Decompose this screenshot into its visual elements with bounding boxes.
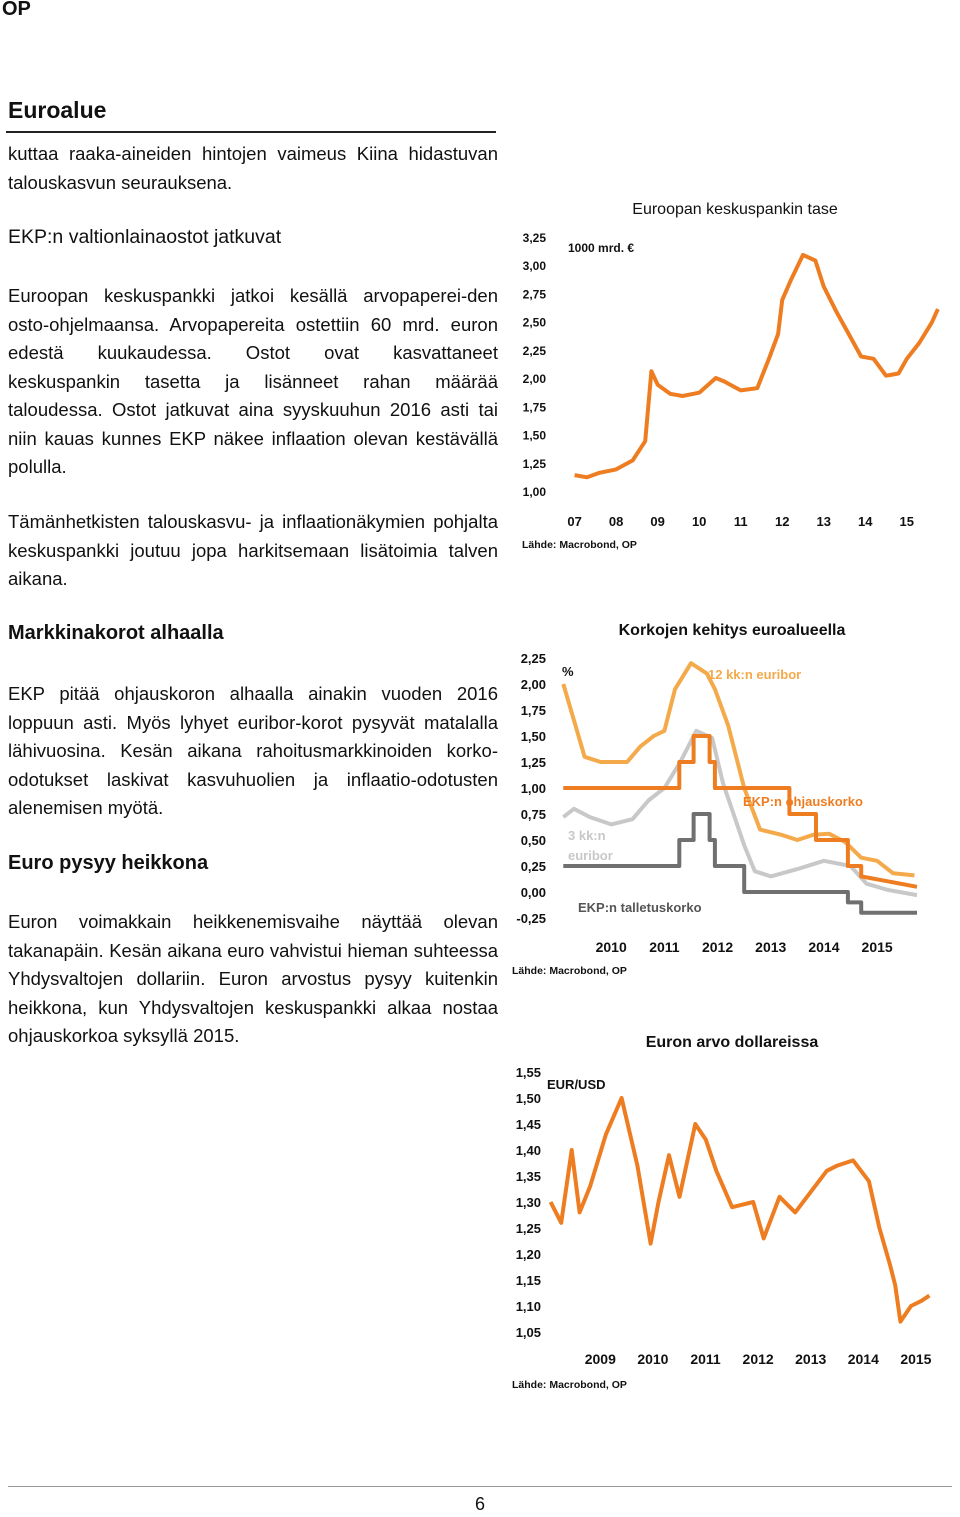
x-tick-label: 10 xyxy=(691,514,707,529)
legend-label-12m-euribor: 12 kk:n euribor xyxy=(708,667,802,682)
y-tick-label: 2,25 xyxy=(520,651,546,666)
y-tick-label: 1,10 xyxy=(515,1299,541,1314)
x-tick-label: 2010 xyxy=(595,939,627,955)
chart-title: Euron arvo dollareissa xyxy=(645,1034,819,1051)
x-tick-label: 2009 xyxy=(584,1351,616,1367)
x-tick-label: 2011 xyxy=(690,1351,721,1367)
series-line-0 xyxy=(563,663,914,875)
x-tick-label: 2014 xyxy=(808,939,840,955)
x-tick-label: 08 xyxy=(608,514,624,529)
x-tick-label: 11 xyxy=(733,514,748,529)
heading-ekp-purchases: EKP:n valtionlainaostot jatkuvat xyxy=(8,226,282,248)
paragraph-market-rates: EKP pitää ohjauskoron alhaalla ainakin vuoden 2016 loppuun asti. Myös lyhyet euribor-korot pysyvät matalalla lähivuosina. Kesän aikana rahoitusmarkkinoiden korko-odotukset laskivat kasvuhuolien ja inflaatio-odotusten alenemisen myötä. xyxy=(8,683,498,818)
x-tick-label: 12 xyxy=(774,514,790,529)
x-tick-label: 07 xyxy=(567,514,582,529)
paragraph-ekp-purchases: Euroopan keskuspankki jatkoi kesällä arvopaperei-den osto-ohjelmaansa. Arvopapereita ostettiin 60 mrd. euron edestä kuukaudessa. Ostot ovat kasvattaneet keskuspankin tasetta ja lisänneet rahan määrää taloudessa. Ostot jatkuvat aina syyskuuhun 2016 asti tai niin kauas kunnes EKP näkee inflaation olevan kestävällä polulla. xyxy=(8,285,498,477)
x-tick-label: 2012 xyxy=(742,1351,774,1367)
heading-market-rates: Markkinakorot alhaalla xyxy=(8,622,224,644)
chart-eur-usd xyxy=(500,1025,950,1400)
unit-label: 1000 mrd. € xyxy=(568,241,635,255)
y-tick-label: 2,50 xyxy=(522,315,546,330)
y-tick-label: 1,00 xyxy=(520,781,546,796)
source-note: Lähde: Macrobond, OP xyxy=(522,539,637,551)
y-tick-label: 0,50 xyxy=(520,833,546,848)
y-tick-label: 3,00 xyxy=(522,259,546,274)
series-line-2 xyxy=(563,731,917,895)
y-tick-label: 1,00 xyxy=(522,485,546,499)
y-tick-label: 1,40 xyxy=(515,1143,541,1158)
unit-label: EUR/USD xyxy=(547,1077,606,1092)
y-tick-label: 1,75 xyxy=(522,400,546,415)
section-title: Euroalue xyxy=(8,97,107,123)
chart-interest-rates xyxy=(500,610,950,990)
y-tick-label: 1,45 xyxy=(515,1117,541,1132)
y-tick-label: 3,25 xyxy=(522,231,546,245)
x-tick-label: 2015 xyxy=(900,1351,932,1367)
x-tick-label: 13 xyxy=(816,514,831,529)
brand-logo: OP xyxy=(2,0,31,20)
x-tick-label: 2013 xyxy=(795,1351,827,1367)
y-tick-label: 2,00 xyxy=(520,677,546,692)
source-note: Lähde: Macrobond, OP xyxy=(512,965,627,977)
x-tick-label: 2015 xyxy=(861,939,893,955)
x-tick-label: 2010 xyxy=(637,1351,669,1367)
x-tick-label: 15 xyxy=(899,514,915,529)
y-tick-label: 0,25 xyxy=(520,859,546,874)
unit-label: % xyxy=(562,664,574,679)
y-tick-label: 2,25 xyxy=(522,343,546,358)
x-tick-label: 2014 xyxy=(847,1351,879,1367)
y-tick-label: 1,15 xyxy=(515,1273,541,1288)
y-tick-label: 1,75 xyxy=(520,703,546,718)
x-tick-label: 2012 xyxy=(701,939,734,955)
y-tick-label: 1,25 xyxy=(522,456,546,471)
legend-label-3m-euribor-line2: euribor xyxy=(568,848,613,863)
x-tick-label: 2013 xyxy=(755,939,787,955)
source-note: Lähde: Macrobond, OP xyxy=(512,1379,627,1391)
legend-label-deposit-rate: EKP:n talletuskorko xyxy=(578,900,702,915)
x-tick-label: 09 xyxy=(650,514,665,529)
chart-title: Euroopan keskuspankin tase xyxy=(632,201,838,218)
page-number: 6 xyxy=(474,1494,485,1514)
x-tick-label: 2011 xyxy=(649,939,680,955)
y-tick-label: 2,75 xyxy=(522,287,546,302)
y-tick-label: 1,50 xyxy=(520,729,546,744)
legend-label-3m-euribor: 3 kk:n xyxy=(568,828,606,843)
y-tick-label: -0,25 xyxy=(516,911,546,926)
paragraph-intro: kuttaa raaka-aineiden hintojen vaimeus Kiina hidastuvan talouskasvun seurauksena. xyxy=(8,143,498,193)
y-tick-label: 2,00 xyxy=(522,372,546,387)
y-tick-label: 1,50 xyxy=(522,428,546,443)
y-tick-label: 1,05 xyxy=(515,1325,541,1340)
y-tick-label: 1,20 xyxy=(515,1247,541,1262)
x-tick-label: 14 xyxy=(858,514,873,529)
y-tick-label: 1,25 xyxy=(515,1221,541,1236)
heading-euro-weak: Euro pysyy heikkona xyxy=(8,852,209,874)
y-tick-label: 0,00 xyxy=(520,885,546,900)
series-line-eurusd xyxy=(551,1098,930,1322)
y-tick-label: 0,75 xyxy=(520,807,546,822)
y-tick-label: 1,25 xyxy=(520,755,546,770)
paragraph-outlook: Tämänhetkisten talouskasvu- ja inflaationäkymien pohjalta keskuspankki joutuu jopa harkitsemaan lisätoimia talven aikana. xyxy=(8,511,498,589)
legend-label-ecb-rate: EKP:n ohjauskorko xyxy=(743,794,863,809)
chart-ecb-balance-sheet xyxy=(500,190,950,570)
paragraph-euro-weak: Euron voimakkain heikkenemisvaihe näyttää olevan takanapäin. Kesän aikana euro vahvistui hieman suhteessa Yhdysvaltojen dollariin. Euron arvostus pysyy kuitenkin heikkona, kun Yhdysvaltojen keskuspankki alkaa nostaa ohjauskorkoa syksyllä 2015. xyxy=(8,911,498,1046)
y-tick-label: 1,35 xyxy=(515,1169,541,1184)
chart-title: Korkojen kehitys euroalueella xyxy=(618,622,846,639)
series-line-balance xyxy=(575,255,938,477)
y-tick-label: 1,30 xyxy=(515,1195,541,1210)
y-tick-label: 1,50 xyxy=(515,1091,541,1106)
y-tick-label: 1,55 xyxy=(515,1065,541,1080)
footer-divider xyxy=(8,1486,952,1487)
